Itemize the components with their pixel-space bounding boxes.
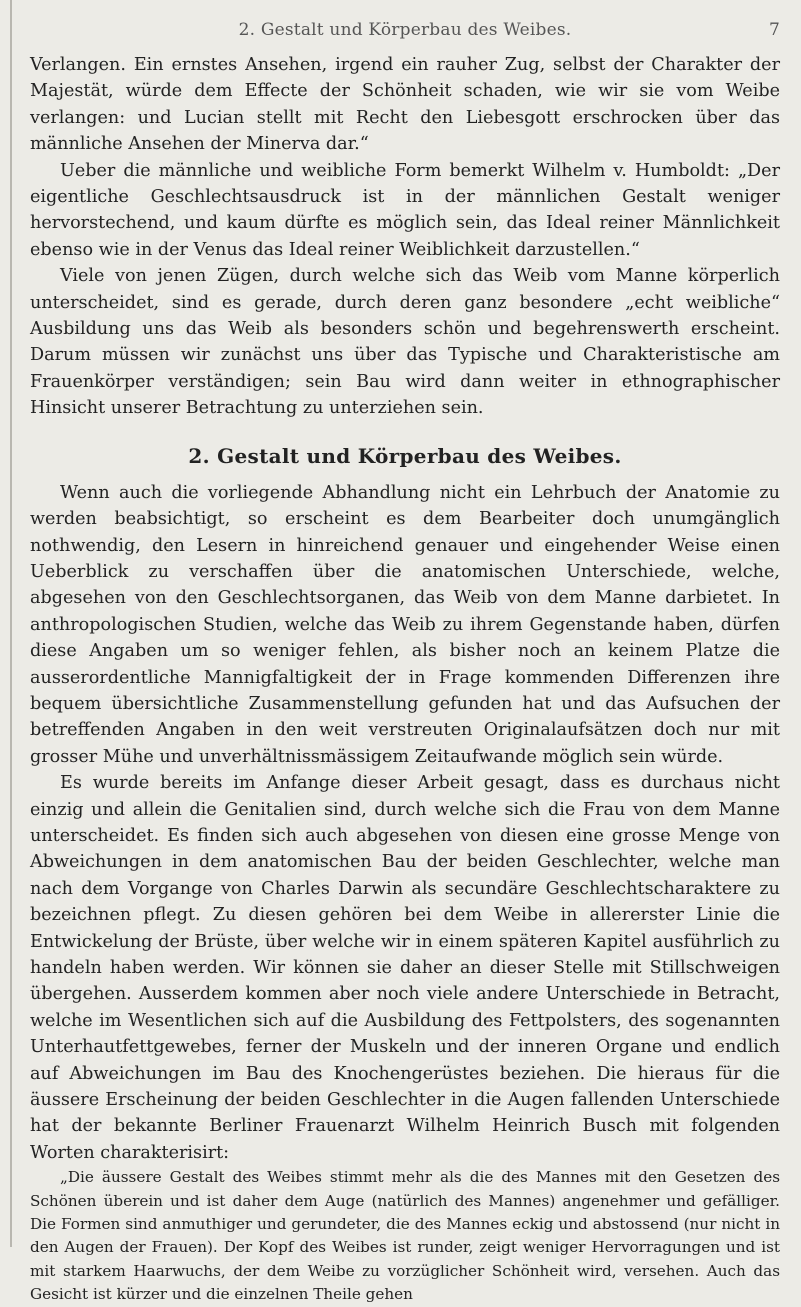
book-page (30, 0, 780, 1304)
section-heading: 2. Gestalt und Körperbau des Weibes. (188, 443, 622, 468)
paragraph-zuege: Viele von jenen Zügen, durch welche sich das Weib vom Manne körperlich unterscheidet, sind es gerade, durch deren ganz besondere „echt weibliche“ Ausbildung uns das Weib als besonders schön und begehrenswerth erscheint. Darum müssen wir zunächst uns über das Typische und Charakteristische am Frauenkörper verständigen; sein Bau wird dann weiter in ethnographischer Hinsicht unserer Betrachtung zu unterziehen sein. (30, 266, 780, 419)
running-head-title: 2. Gestalt und Körperbau des Weibes. (238, 20, 572, 40)
running-head (30, 20, 780, 44)
busch-quote (30, 1166, 780, 1306)
scan-edge-line (10, 0, 12, 1247)
page-body (30, 52, 780, 1307)
paragraph-abhandlung: Wenn auch die vorliegende Abhandlung nicht ein Lehrbuch der Anatomie zu werden beabsichtigt, so erscheint es dem Bearbeiter doch unumgänglich nothwendig, den Lesern in hinreichend genauer und eingehender Weise einen Ueberblick zu verschaffen über die anatomischen Unterschiede, welche, abgesehen von den Geschlechtsorganen, das Weib von dem Manne darbietet. In anthropologischen Studien, welche das Weib zu ihrem Gegenstande haben, dürfen diese Angaben um so weniger fehlen, als bisher noch an keinem Platze die ausserordentliche Mannigfaltigkeit der in Frage kommenden Differenzen ihre bequem übersichtliche Zusammenstellung gefunden hat und das Aufsuchen der betreffenden Angaben in den weit verstreuten Originalaufsätzen doch nur mit grosser Mühe und unverhältnissmässigem Zeitaufwande möglich sein würde. (30, 482, 780, 767)
paragraph-secundaere: Es wurde bereits im Anfange dieser Arbeit gesagt, dass es durchaus nicht einzig und allein die Genitalien sind, durch welche sich die Frau von dem Manne unterscheidet. Es finden sich auch abgesehen von diesen eine grosse Menge von Abweichungen in dem anatomischen Bau der beiden Geschlechter, welche man nach dem Vorgange von Charles Darwin als secundäre Geschlechtscharaktere zu bezeichnen pflegt. Zu diesen gehören bei dem Weibe in allererster Linie die Entwickelung der Brüste, über welche wir in einem späteren Kapitel ausführlich zu handeln haben werden. Wir können sie daher an dieser Stelle mit Stillschweigen übergehen. Ausserdem kommen aber noch viele andere Unterschiede in Betracht, welche im Wesentlichen sich auf die Ausbildung des Fettpolsters, des sogenannten Unterhautfettgewebes, ferner der Muskeln und der inneren Organe und endlich auf Abweichungen im Bau des Knochengerüstes beziehen. Die hieraus für die äussere Erscheinung der beiden Geschlechter in die Augen fallenden Unterschiede hat der bekannte Berliner Frauenarzt Wilhelm Heinrich Busch mit folgenden Worten charakterisirt: (30, 773, 780, 1163)
quote-text: „Die äussere Gestalt des Weibes stimmt mehr als die des Mannes mit den Gesetzen des Schönen überein und ist daher dem Auge (natürlich des Mannes) angenehmer und gefälliger. Die Formen sind anmuthiger und gerundeter, die des Mannes eckig und abstossend (nur nicht in den Augen der Frauen). Der Kopf des Weibes ist runder, zeigt weniger Hervorragungen und ist mit starkem Haarwuchs, der dem Weibe zu vorzüglicher Schönheit wird, versehen. Auch das Gesicht ist kürzer und die einzelnen Theile gehen (30, 1168, 780, 1304)
page-number: 7 (768, 20, 780, 40)
paragraph-intro: Verlangen. Ein ernstes Ansehen, irgend ein rauher Zug, selbst der Charakter der Majestät, würde dem Effecte der Schönheit schaden, wie wir sie vom Weibe verlangen: und Lucian stellt mit Recht den Liebesgott erschrocken über das männliche Ansehen der Minerva dar.“ (30, 55, 780, 155)
paragraph-humboldt: Ueber die männliche und weibliche Form bemerkt Wilhelm v. Humboldt: „Der eigentliche Geschlechtsausdruck ist in der männlichen Gestalt weniger hervorstechend, und kaum dürfte es möglich sein, das Ideal reiner Männlichkeit ebenso wie in der Venus das Ideal reiner Weiblichkeit darzustellen.“ (30, 160, 780, 260)
